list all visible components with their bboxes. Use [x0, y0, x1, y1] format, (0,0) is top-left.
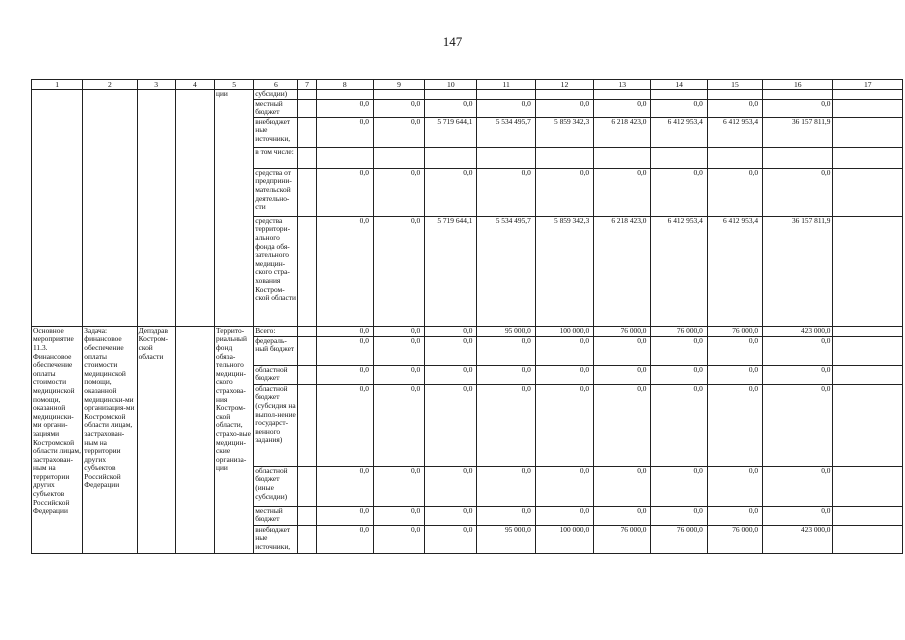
amount-cell: 0,0: [535, 336, 593, 365]
amount-cell: 0,0: [763, 336, 833, 365]
amount-cell: 0,0: [707, 365, 762, 384]
amount-cell: 100 000,0: [535, 525, 593, 553]
cell-col7: [298, 525, 316, 553]
amount-cell: 0,0: [316, 525, 373, 553]
amount-cell: 0,0: [535, 466, 593, 506]
amount-cell: 36 157 811,9: [763, 216, 833, 326]
cell-col4: [175, 326, 214, 553]
amount-cell: 0,0: [594, 506, 651, 525]
page-number: 147: [442, 34, 463, 49]
amount-cell: 0,0: [425, 506, 477, 525]
cell-col17: [833, 90, 903, 100]
amount-cell: 423 000,0: [763, 326, 833, 336]
amount-cell: [316, 147, 373, 168]
amount-cell: 0,0: [535, 384, 593, 466]
funding-source-label: внебюджет ные источники,: [254, 117, 298, 147]
amount-cell: 0,0: [594, 168, 651, 216]
amount-cell: 6 412 953,4: [707, 216, 762, 326]
amount-cell: 0,0: [373, 99, 424, 117]
amount-cell: 76 000,0: [651, 525, 707, 553]
cell-col7: [298, 365, 316, 384]
cell-col17: [833, 525, 903, 553]
amount-cell: 0,0: [763, 365, 833, 384]
amount-cell: 0,0: [651, 168, 707, 216]
amount-cell: 0,0: [373, 326, 424, 336]
amount-cell: 0,0: [651, 506, 707, 525]
amount-cell: 0,0: [763, 384, 833, 466]
amount-cell: [594, 147, 651, 168]
amount-cell: 0,0: [373, 525, 424, 553]
amount-cell: 0,0: [535, 506, 593, 525]
amount-cell: 0,0: [594, 466, 651, 506]
amount-cell: 0,0: [373, 365, 424, 384]
amount-cell: [477, 90, 535, 100]
amount-cell: 76 000,0: [707, 326, 762, 336]
amount-cell: [535, 90, 593, 100]
amount-cell: 0,0: [651, 365, 707, 384]
amount-cell: 0,0: [316, 506, 373, 525]
amount-cell: 0,0: [651, 384, 707, 466]
cell-col5: ции: [215, 90, 254, 327]
funding-source-label: областной бюджет (субсидия на выпол-нение государст-венного задания): [254, 384, 298, 466]
cell-col7: [298, 466, 316, 506]
amount-cell: 0,0: [477, 466, 535, 506]
activity-name: Основное мероприятие 11.3. Финансовое обеспечение оплаты стоимости медицинской помощи, оказанной медицински-ми органи-зациями Костромской области лицам, застрахован-ным на территории других субъектов Российской Федерации: [32, 326, 83, 553]
amount-cell: 0,0: [594, 336, 651, 365]
amount-cell: [651, 147, 707, 168]
amount-cell: 0,0: [425, 168, 477, 216]
amount-cell: 36 157 811,9: [763, 117, 833, 147]
amount-cell: 6 412 953,4: [651, 216, 707, 326]
amount-cell: 0,0: [373, 336, 424, 365]
cell-col17: [833, 384, 903, 466]
cell-col7: [298, 506, 316, 525]
co-executors: Террито-риальный фонд обяза-тельного медицин-ского страхова-ния Костром-ской области, страхо-вые медицин-ские организа-ции: [215, 326, 254, 553]
cell-col17: [833, 326, 903, 336]
amount-cell: 0,0: [373, 117, 424, 147]
amount-cell: 95 000,0: [477, 326, 535, 336]
amount-cell: 0,0: [477, 99, 535, 117]
amount-cell: 0,0: [651, 99, 707, 117]
amount-cell: [763, 90, 833, 100]
amount-cell: 95 000,0: [477, 525, 535, 553]
amount-cell: 0,0: [535, 168, 593, 216]
cell-col7: [298, 168, 316, 216]
cell-col4: [175, 90, 214, 327]
amount-cell: 0,0: [477, 384, 535, 466]
table-row: [32, 90, 903, 100]
column-number: 8: [316, 80, 373, 90]
amount-cell: 5 534 495,7: [477, 117, 535, 147]
amount-cell: 5 859 342,3: [535, 216, 593, 326]
cell-col2: [83, 90, 137, 327]
cell-col3: [137, 90, 175, 327]
funding-source-label: местный бюджет: [254, 506, 298, 525]
amount-cell: [477, 147, 535, 168]
amount-cell: 0,0: [707, 384, 762, 466]
amount-cell: 0,0: [535, 365, 593, 384]
amount-cell: 0,0: [477, 365, 535, 384]
amount-cell: 0,0: [316, 336, 373, 365]
cell-col17: [833, 117, 903, 147]
amount-cell: 0,0: [316, 326, 373, 336]
amount-cell: 6 412 953,4: [707, 117, 762, 147]
cell-col7: [298, 336, 316, 365]
column-number: 12: [535, 80, 593, 90]
cell-col17: [833, 99, 903, 117]
cell-col17: [833, 216, 903, 326]
amount-cell: 0,0: [594, 384, 651, 466]
column-number: 17: [833, 80, 903, 90]
column-number: 16: [763, 80, 833, 90]
amount-cell: 0,0: [373, 466, 424, 506]
amount-cell: 0,0: [477, 506, 535, 525]
column-number: 10: [425, 80, 477, 90]
cell-col17: [833, 168, 903, 216]
cell-col7: [298, 384, 316, 466]
amount-cell: 76 000,0: [594, 525, 651, 553]
amount-cell: 0,0: [425, 326, 477, 336]
amount-cell: 5 534 495,7: [477, 216, 535, 326]
amount-cell: [707, 147, 762, 168]
funding-source-label: областной бюджет (иные субсидии): [254, 466, 298, 506]
amount-cell: 0,0: [535, 99, 593, 117]
amount-cell: 6 412 953,4: [651, 117, 707, 147]
amount-cell: 0,0: [373, 506, 424, 525]
amount-cell: 0,0: [425, 384, 477, 466]
amount-cell: 423 000,0: [763, 525, 833, 553]
funding-source-label: внебюджет ные источники,: [254, 525, 298, 553]
column-number: 6: [254, 80, 298, 90]
cell-col17: [833, 506, 903, 525]
amount-cell: 0,0: [316, 384, 373, 466]
amount-cell: 0,0: [425, 525, 477, 553]
amount-cell: [535, 147, 593, 168]
amount-cell: 0,0: [425, 466, 477, 506]
cell-col7: [298, 216, 316, 326]
column-number: 13: [594, 80, 651, 90]
cell-col7: [298, 90, 316, 100]
amount-cell: [707, 90, 762, 100]
amount-cell: 0,0: [373, 216, 424, 326]
task-description: Задача: финансовое обеспечение оплаты стоимости медицинской помощи, оказанной медицински-ми организация-ми Костромской области лицам, застрахован-ным на территории других субъектов Российской Федерации: [83, 326, 137, 553]
funding-source-label: федераль-ный бюджет: [254, 336, 298, 365]
amount-cell: [373, 147, 424, 168]
amount-cell: 100 000,0: [535, 326, 593, 336]
amount-cell: 0,0: [763, 168, 833, 216]
amount-cell: 6 218 423,0: [594, 117, 651, 147]
funding-source-label: местный бюджет: [254, 99, 298, 117]
cell-col17: [833, 466, 903, 506]
amount-cell: 0,0: [316, 466, 373, 506]
amount-cell: 0,0: [373, 384, 424, 466]
column-number: 11: [477, 80, 535, 90]
column-number-row: [32, 80, 903, 90]
column-number: 1: [32, 80, 83, 90]
amount-cell: 0,0: [316, 117, 373, 147]
amount-cell: 0,0: [763, 99, 833, 117]
amount-cell: 0,0: [477, 336, 535, 365]
amount-cell: 0,0: [707, 506, 762, 525]
amount-cell: 0,0: [763, 506, 833, 525]
funding-source-label: в том числе:: [254, 147, 298, 168]
amount-cell: 0,0: [651, 466, 707, 506]
cell-col1: [32, 90, 83, 327]
amount-cell: 0,0: [707, 99, 762, 117]
column-number: 9: [373, 80, 424, 90]
amount-cell: 6 218 423,0: [594, 216, 651, 326]
amount-cell: 5 719 644,1: [425, 117, 477, 147]
amount-cell: 5 859 342,3: [535, 117, 593, 147]
amount-cell: 0,0: [316, 99, 373, 117]
table-row: [32, 326, 903, 336]
cell-col7: [298, 117, 316, 147]
amount-cell: [651, 90, 707, 100]
amount-cell: 0,0: [707, 168, 762, 216]
responsible-executor: Депздрав Костром-ской области: [137, 326, 175, 553]
amount-cell: 0,0: [707, 336, 762, 365]
amount-cell: 0,0: [477, 168, 535, 216]
funding-source-label: Всего:: [254, 326, 298, 336]
amount-cell: 0,0: [373, 168, 424, 216]
funding-source-label: средства от предприни-мательской деятельно-сти: [254, 168, 298, 216]
amount-cell: [425, 147, 477, 168]
amount-cell: [763, 147, 833, 168]
amount-cell: 76 000,0: [651, 326, 707, 336]
amount-cell: 0,0: [425, 365, 477, 384]
amount-cell: 0,0: [425, 99, 477, 117]
amount-cell: 0,0: [425, 336, 477, 365]
funding-source-label: средства территори-ального фонда обя-зательного медицин-ского стра-хования Костром-ской области: [254, 216, 298, 326]
funding-source-label: субсидии): [254, 90, 298, 100]
cell-col17: [833, 365, 903, 384]
amount-cell: 0,0: [316, 365, 373, 384]
amount-cell: 5 719 644,1: [425, 216, 477, 326]
budget-table: [31, 79, 903, 554]
amount-cell: [316, 90, 373, 100]
amount-cell: 0,0: [594, 365, 651, 384]
column-number: 15: [707, 80, 762, 90]
amount-cell: [373, 90, 424, 100]
amount-cell: 0,0: [316, 216, 373, 326]
amount-cell: 0,0: [763, 466, 833, 506]
column-number: 2: [83, 80, 137, 90]
column-number: 5: [215, 80, 254, 90]
amount-cell: 0,0: [316, 168, 373, 216]
cell-col17: [833, 147, 903, 168]
amount-cell: 76 000,0: [707, 525, 762, 553]
funding-source-label: областной бюджет: [254, 365, 298, 384]
cell-col7: [298, 99, 316, 117]
amount-cell: 0,0: [594, 99, 651, 117]
column-number: 7: [298, 80, 316, 90]
cell-col7: [298, 326, 316, 336]
cell-col17: [833, 336, 903, 365]
amount-cell: 76 000,0: [594, 326, 651, 336]
column-number: 4: [175, 80, 214, 90]
cell-col7: [298, 147, 316, 168]
amount-cell: [425, 90, 477, 100]
column-number: 14: [651, 80, 707, 90]
column-number: 3: [137, 80, 175, 90]
amount-cell: 0,0: [707, 466, 762, 506]
amount-cell: 0,0: [651, 336, 707, 365]
amount-cell: [594, 90, 651, 100]
